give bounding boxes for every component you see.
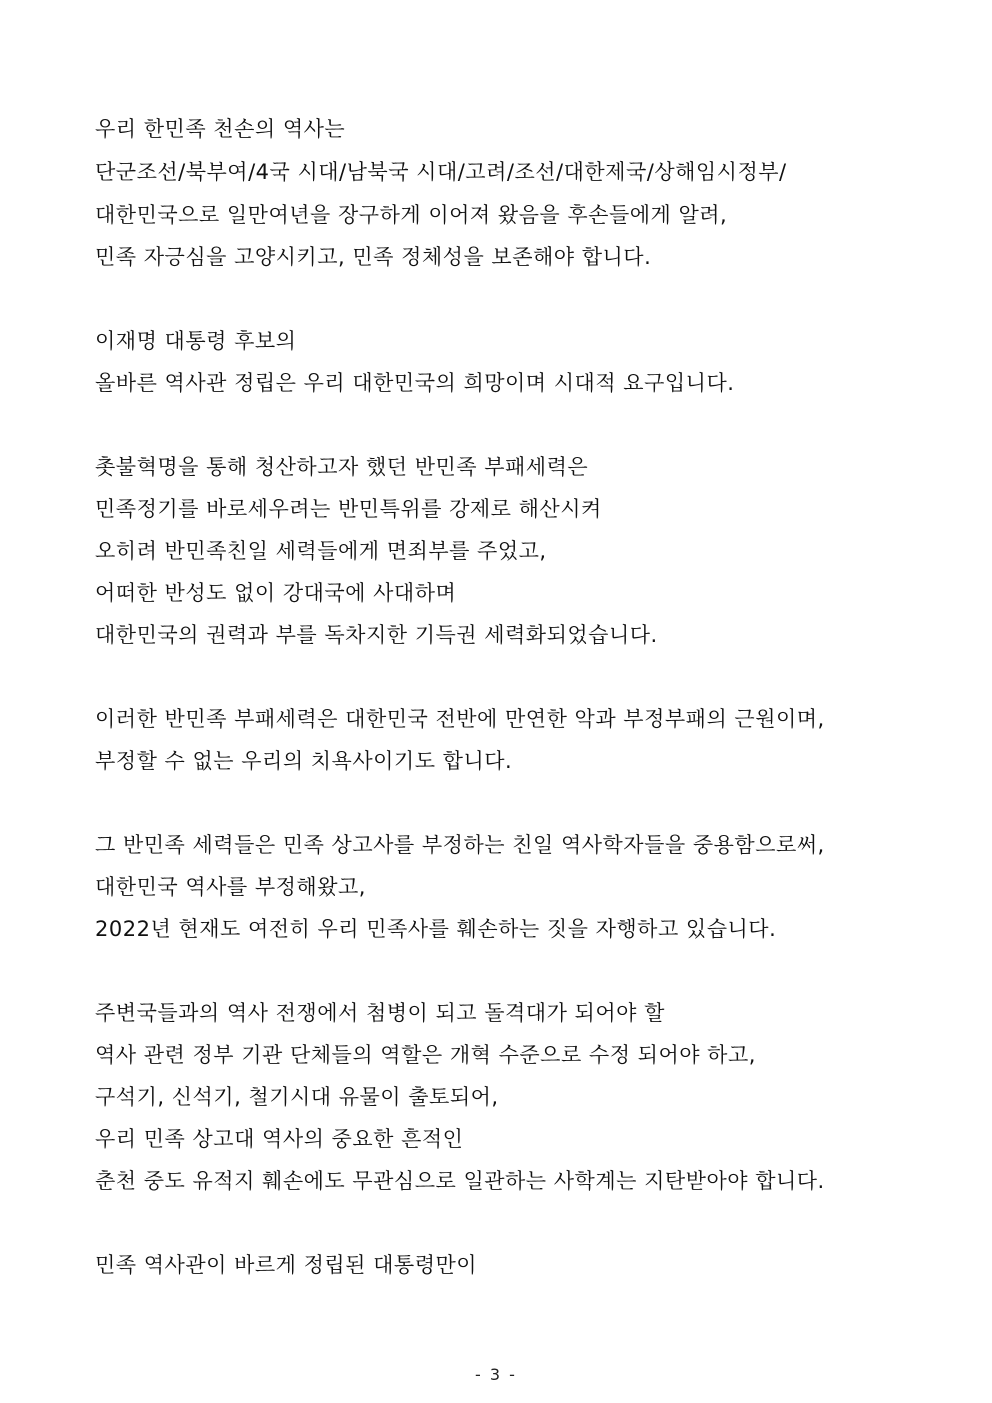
text-line: 구석기, 신석기, 철기시대 유물이 출토되어, <box>95 1085 499 1109</box>
text-line: 역사 관련 정부 기관 단체들의 역할은 개혁 수준으로 수정 되어야 하고, <box>95 1043 756 1067</box>
text-line: 우리 민족 상고대 역사의 중요한 흔적인 <box>95 1127 464 1151</box>
text-line: 촛불혁명을 통해 청산하고자 했던 반민족 부패세력은 <box>95 455 589 479</box>
text-line: 대한민국으로 일만여년을 장구하게 이어져 왔음을 후손들에게 알려, <box>95 203 728 227</box>
text-line: 2022년 현재도 여전히 우리 민족사를 훼손하는 짓을 자행하고 있습니다. <box>95 917 777 941</box>
text-line: 춘천 중도 유적지 훼손에도 무관심으로 일관하는 사학계는 지탄받아야 합니다. <box>95 1169 825 1193</box>
text-line: 부정할 수 없는 우리의 치욕사이기도 합니다. <box>95 749 513 773</box>
text-line: 이재명 대통령 후보의 <box>95 329 297 353</box>
text-line: 주변국들과의 역사 전쟁에서 첨병이 되고 돌격대가 되어야 할 <box>95 1001 665 1025</box>
text-line: 어떠한 반성도 없이 강대국에 사대하며 <box>95 581 457 605</box>
text-line: 민족 역사관이 바르게 정립된 대통령만이 <box>95 1253 478 1277</box>
text-line: 대한민국 역사를 부정해왔고, <box>95 875 366 899</box>
text-line: 민족정기를 바로세우려는 반민특위를 강제로 해산시켜 <box>95 497 602 521</box>
text-line: 대한민국의 권력과 부를 독차지한 기득권 세력화되었습니다. <box>95 623 658 647</box>
text-line: 민족 자긍심을 고양시키고, 민족 정체성을 보존해야 합니다. <box>95 245 652 269</box>
page-number: - 3 - <box>475 1365 517 1384</box>
text-line: 그 반민족 세력들은 민족 상고사를 부정하는 친일 역사학자들을 중용함으로써, <box>95 833 825 857</box>
text-line: 이러한 반민족 부패세력은 대한민국 전반에 만연한 악과 부정부패의 근원이며, <box>95 707 825 731</box>
text-line: 오히려 반민족친일 세력들에게 면죄부를 주었고, <box>95 539 547 563</box>
text-line: 올바른 역사관 정립은 우리 대한민국의 희망이며 시대적 요구입니다. <box>95 371 735 395</box>
text-line: 단군조선/북부여/4국 시대/남북국 시대/고려/조선/대한제국/상해임시정부/ <box>95 160 787 184</box>
text-line: 우리 한민족 천손의 역사는 <box>95 117 346 141</box>
